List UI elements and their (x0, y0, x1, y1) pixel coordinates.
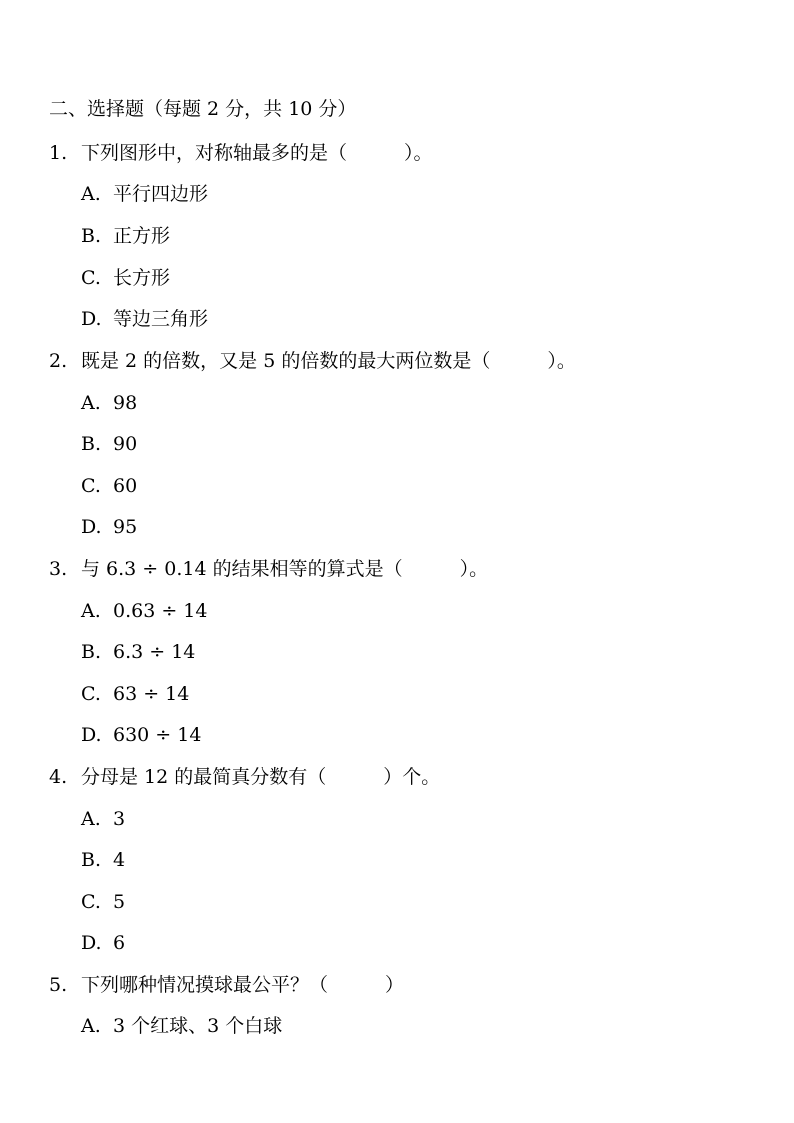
question-stem: 下列图形中，对称轴最多的是（ ）。 (81, 142, 433, 164)
option-letter: C. (81, 267, 101, 289)
option-letter: A. (81, 1015, 101, 1037)
question-2-option-b (81, 432, 137, 456)
question-3-option-a (81, 599, 207, 623)
option-text: 0.63 ÷ 14 (113, 600, 208, 622)
option-letter: A. (81, 808, 101, 830)
option-text: 等边三角形 (113, 308, 209, 330)
question-number: 5. (49, 974, 68, 996)
option-text: 长方形 (113, 267, 171, 289)
option-letter: B. (81, 641, 102, 663)
question-4-option-d (81, 931, 125, 955)
question-2 (49, 349, 576, 373)
option-text: 630 ÷ 14 (113, 724, 202, 746)
option-letter: B. (81, 225, 102, 247)
question-4 (49, 765, 440, 789)
option-text: 60 (113, 475, 138, 497)
question-number: 4. (49, 766, 68, 788)
option-letter: D. (81, 932, 102, 954)
question-1-option-d (81, 307, 208, 331)
section-title: 二、选择题（每题 2 分，共 10 分） (49, 98, 357, 120)
option-text: 6.3 ÷ 14 (113, 641, 196, 663)
question-5-option-a (81, 1014, 282, 1038)
question-2-option-d (81, 515, 137, 539)
option-letter: A. (81, 392, 101, 414)
option-text: 平行四边形 (113, 183, 209, 205)
option-text: 4 (113, 849, 126, 871)
option-text: 95 (113, 516, 138, 538)
option-text: 3 个红球、3 个白球 (113, 1015, 283, 1037)
question-3-option-c (81, 682, 189, 706)
question-2-option-c (81, 474, 137, 498)
option-text: 98 (113, 392, 138, 414)
question-1 (49, 141, 433, 165)
option-letter: D. (81, 724, 102, 746)
option-text: 3 (113, 808, 126, 830)
question-stem: 与 6.3 ÷ 0.14 的结果相等的算式是（ ）。 (81, 558, 489, 580)
option-text: 正方形 (113, 225, 171, 247)
option-letter: A. (81, 600, 101, 622)
question-5 (49, 973, 404, 997)
option-letter: D. (81, 308, 102, 330)
option-text: 90 (113, 433, 138, 455)
question-stem: 下列哪种情况摸球最公平？（ ） (81, 974, 405, 996)
option-letter: A. (81, 183, 101, 205)
option-letter: C. (81, 891, 101, 913)
question-4-option-a (81, 807, 125, 831)
option-letter: B. (81, 433, 102, 455)
question-1-option-c (81, 266, 170, 290)
question-number: 1. (49, 142, 68, 164)
question-number: 3. (49, 558, 68, 580)
option-letter: C. (81, 683, 101, 705)
question-3 (49, 557, 488, 581)
question-2-option-a (81, 391, 137, 415)
question-3-option-d (81, 723, 201, 747)
option-letter: B. (81, 849, 102, 871)
option-letter: C. (81, 475, 101, 497)
option-text: 63 ÷ 14 (113, 683, 190, 705)
question-stem: 分母是 12 的最简真分数有（ ）个。 (81, 766, 441, 788)
question-4-option-c (81, 890, 125, 914)
question-number: 2. (49, 350, 68, 372)
question-1-option-b (81, 224, 170, 248)
option-text: 6 (113, 932, 126, 954)
question-3-option-b (81, 640, 195, 664)
question-1-option-a (81, 182, 208, 206)
question-4-option-b (81, 848, 125, 872)
option-letter: D. (81, 516, 102, 538)
question-stem: 既是 2 的倍数，又是 5 的倍数的最大两位数是（ ）。 (81, 350, 576, 372)
option-text: 5 (113, 891, 126, 913)
